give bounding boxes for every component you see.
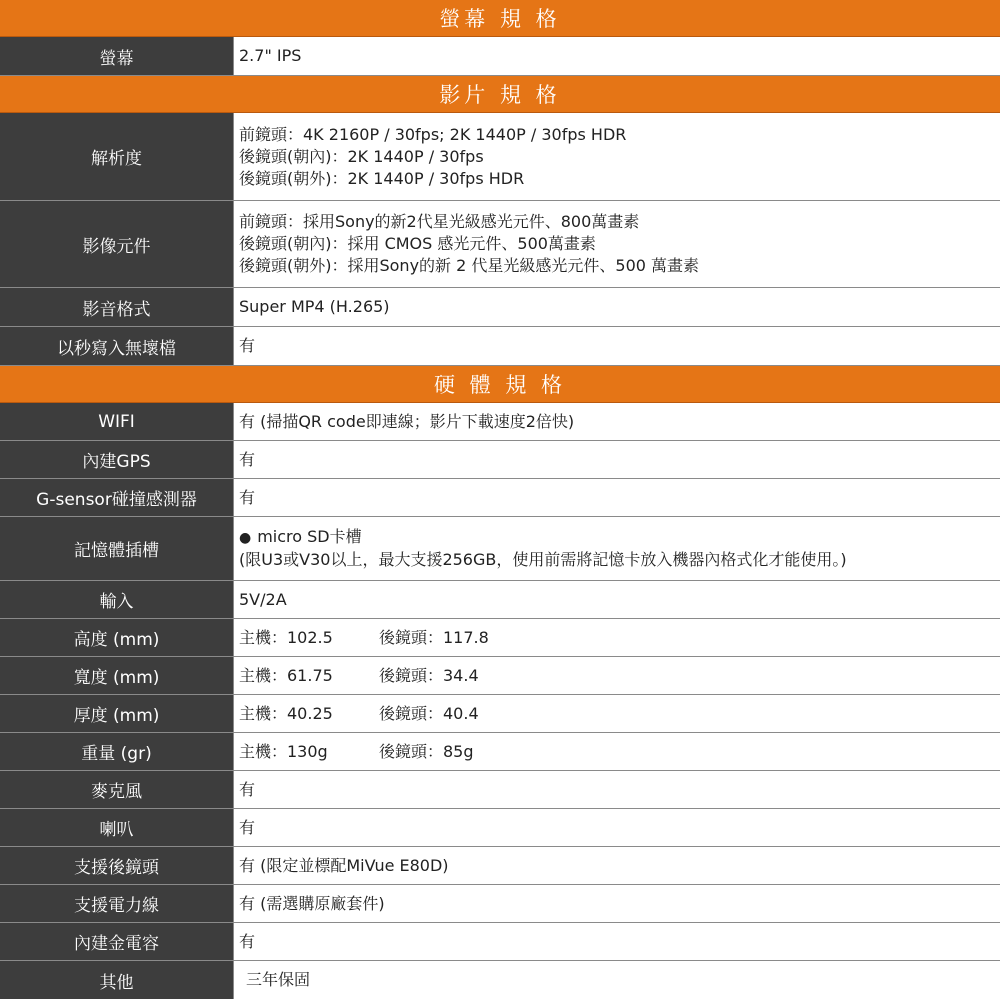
spec-label: 影音格式 — [0, 288, 234, 326]
section-header-hardware: 硬 體 規 格 — [0, 366, 1000, 403]
spec-value — [234, 771, 1000, 808]
spec-label: 其他 — [0, 961, 234, 999]
spec-row — [0, 441, 1000, 479]
spec-value-line: 後鏡頭(朝外)：採用Sony的新 2 代星光級感光元件、500 萬畫素 — [239, 256, 700, 275]
spec-label: WIFI — [0, 403, 234, 440]
spec-value-line: 有 — [239, 487, 256, 507]
spec-value — [234, 961, 1000, 999]
spec-label: 厚度 (mm) — [0, 695, 234, 732]
spec-label: 重量 (gr) — [0, 733, 234, 770]
spec-row — [0, 288, 1000, 327]
spec-label: 記憶體插槽 — [0, 517, 234, 580]
spec-value-line: (限U3或V30以上，最大支援256GB，使用前需將記憶卡放入機器內格式化才能使用。) — [239, 550, 847, 569]
rear-camera-value: 後鏡頭：34.4 — [379, 665, 479, 685]
spec-value-line: 有 (限定並標配MiVue E80D) — [239, 855, 449, 875]
spec-row — [0, 619, 1000, 657]
spec-value — [234, 517, 1000, 580]
spec-value-line: 前鏡頭：採用Sony的新2代星光級感光元件、800萬畫素 — [239, 212, 640, 231]
spec-value — [234, 619, 1000, 656]
rear-camera-value: 後鏡頭：117.8 — [379, 627, 489, 647]
spec-value-line: 有 (需選購原廠套件) — [239, 893, 385, 913]
spec-value-line: 有 — [239, 449, 256, 469]
spec-label: 寬度 (mm) — [0, 657, 234, 694]
spec-label: 螢幕 — [0, 37, 234, 75]
spec-label: 喇叭 — [0, 809, 234, 846]
main-unit-value: 主機：40.25 — [239, 703, 333, 723]
spec-row — [0, 113, 1000, 201]
spec-value — [234, 809, 1000, 846]
spec-value — [234, 403, 1000, 440]
spec-label: 內建金電容 — [0, 923, 234, 960]
spec-value-line: 5V/2A — [239, 589, 287, 609]
spec-value-line: 後鏡頭(朝內)：2K 1440P / 30fps — [239, 146, 484, 166]
spec-row — [0, 771, 1000, 809]
spec-row — [0, 201, 1000, 288]
spec-value-line: 有 (掃描QR code即連線；影片下載速度2倍快) — [239, 411, 575, 431]
spec-row — [0, 403, 1000, 441]
spec-label: 支援後鏡頭 — [0, 847, 234, 884]
spec-row — [0, 327, 1000, 366]
spec-label: 內建GPS — [0, 441, 234, 478]
spec-value-line: 有 — [239, 817, 256, 837]
spec-row — [0, 581, 1000, 619]
main-unit-value: 主機：130g — [239, 741, 328, 761]
rear-camera-value: 後鏡頭：85g — [379, 741, 474, 761]
spec-row — [0, 517, 1000, 581]
spec-row — [0, 695, 1000, 733]
spec-value-line: 有 — [239, 779, 256, 799]
spec-value — [234, 847, 1000, 884]
spec-label: 麥克風 — [0, 771, 234, 808]
spec-row — [0, 733, 1000, 771]
spec-value — [234, 441, 1000, 478]
spec-row — [0, 847, 1000, 885]
spec-value-line: 三年保固 — [246, 970, 311, 989]
section-header-video: 影片 規 格 — [0, 76, 1000, 113]
spec-value — [234, 37, 1000, 75]
spec-label: 支援電力線 — [0, 885, 234, 922]
spec-value-line: 後鏡頭(朝內)：採用 CMOS 感光元件、500萬畫素 — [239, 234, 596, 253]
spec-row — [0, 809, 1000, 847]
spec-value — [234, 885, 1000, 922]
spec-row — [0, 37, 1000, 76]
main-unit-value: 主機：61.75 — [239, 665, 333, 685]
spec-value-line: Super MP4 (H.265) — [239, 297, 390, 316]
spec-value — [234, 479, 1000, 516]
spec-label: 輸入 — [0, 581, 234, 618]
spec-row — [0, 885, 1000, 923]
spec-value-line: 後鏡頭(朝外)：2K 1440P / 30fps HDR — [239, 168, 525, 188]
spec-value — [234, 657, 1000, 694]
spec-value-line: 2.7" IPS — [239, 46, 302, 65]
spec-value — [234, 201, 1000, 287]
main-unit-value: 主機：102.5 — [239, 627, 333, 647]
spec-value-line: 有 — [239, 336, 256, 355]
spec-value — [234, 733, 1000, 770]
spec-label: 影像元件 — [0, 201, 234, 287]
spec-value-line: 前鏡頭：4K 2160P / 30fps; 2K 1440P / 30fps HDR — [239, 124, 627, 144]
spec-label: G-sensor碰撞感測器 — [0, 479, 234, 516]
spec-value — [234, 288, 1000, 326]
rear-camera-value: 後鏡頭：40.4 — [379, 703, 479, 723]
spec-label: 以秒寫入無壞檔 — [0, 327, 234, 365]
spec-value-line: ● micro SD卡槽 — [239, 526, 1000, 549]
section-header-screen: 螢幕 規 格 — [0, 0, 1000, 37]
spec-label: 高度 (mm) — [0, 619, 234, 656]
spec-value — [234, 113, 1000, 200]
spec-row — [0, 479, 1000, 517]
spec-value — [234, 581, 1000, 618]
spec-value — [234, 695, 1000, 732]
spec-row — [0, 923, 1000, 961]
spec-row — [0, 961, 1000, 999]
spec-label: 解析度 — [0, 113, 234, 200]
spec-row — [0, 657, 1000, 695]
spec-value — [234, 327, 1000, 365]
spec-value-line: 有 — [239, 931, 256, 951]
spec-value — [234, 923, 1000, 960]
